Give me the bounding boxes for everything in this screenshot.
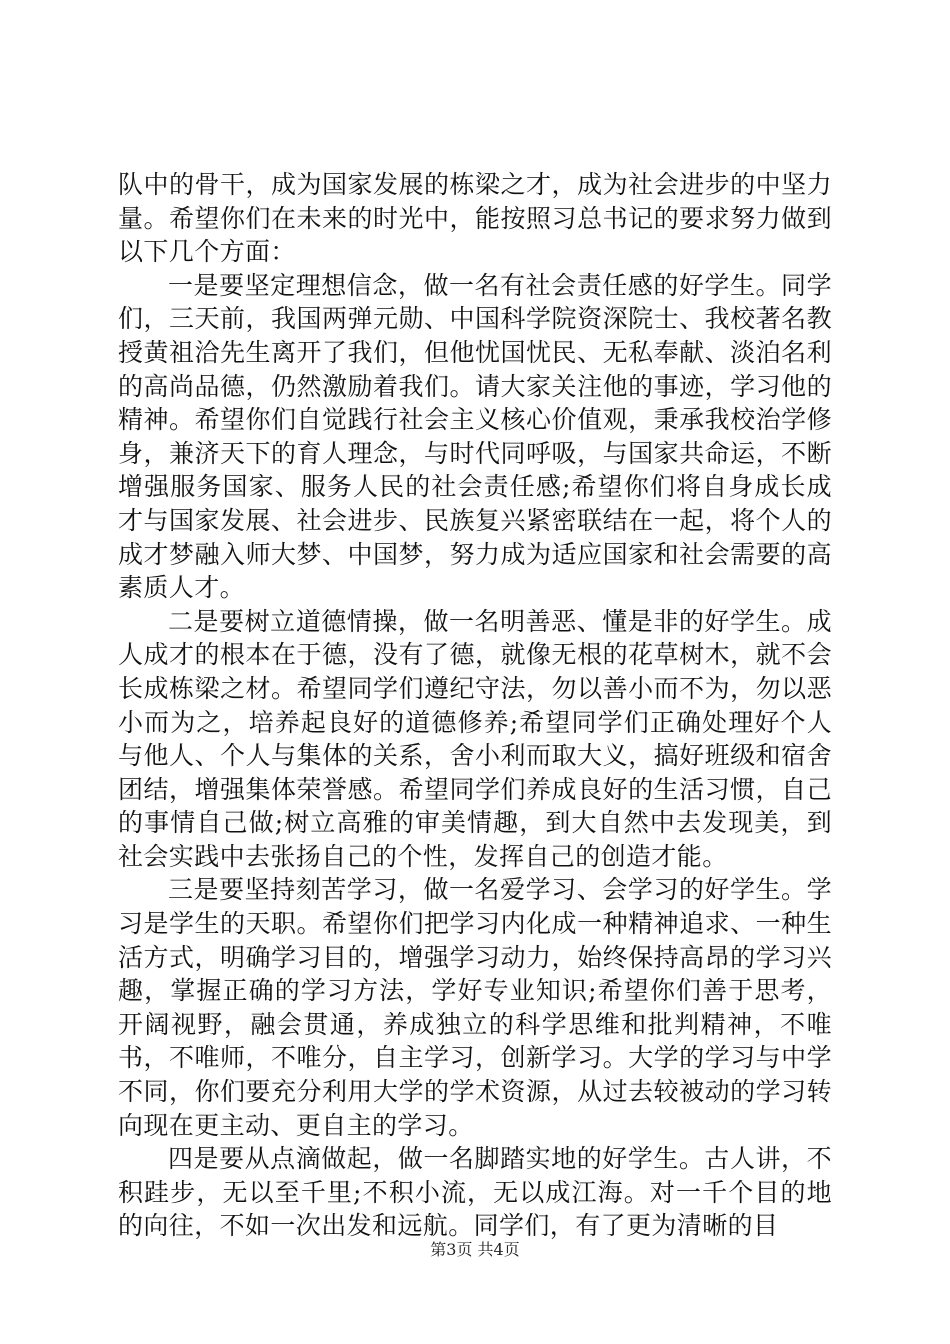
page-number-footer: 第3页 共4页 (430, 1240, 520, 1259)
paragraph-point-two: 二是要树立道德情操，做一名明善恶、懂是非的好学生。成人成才的根本在于德，没有了德，就像无根的花草树木，就不会长成栋梁之材。希望同学们遵纪守法，勿以善小而不为，勿以恶小而为之，培养起良好的道德修养;希望同学们正确处理好个人与他人、个人与集体的关系，舍小利而取大义，搞好班级和宿舍团结，增强集体荣誉感。希望同学们养成良好的生活习惯，自己的事情自己做;树立高雅的审美情趣，到大自然中去发现美，到社会实践中去张扬自己的个性，发挥自己的创造才能。 (118, 606, 832, 871)
document-body (118, 168, 832, 1243)
paragraph-point-four: 四是要从点滴做起，做一名脚踏实地的好学生。古人讲，不积跬步，无以至千里;不积小流，无以成江海。对一千个目的地的向往，不如一次出发和远航。同学们，有了更为清晰的目 (118, 1144, 832, 1241)
paragraph-point-one: 一是要坚定理想信念，做一名有社会责任感的好学生。同学们，三天前，我国两弹元勋、中国科学院资深院士、我校著名教授黄祖洽先生离开了我们，但他忧国忧民、无私奉献、淡泊名利的高尚品德，仍然激励着我们。请大家关注他的事迹，学习他的精神。希望你们自觉践行社会主义核心价值观，秉承我校治学修身，兼济天下的育人理念，与时代同呼吸，与国家共命运，不断增强服务国家、服务人民的社会责任感;希望你们将自身成长成才与国家发展、社会进步、民族复兴紧密联结在一起，将个人的成才梦融入师大梦、中国梦，努力成为适应国家和社会需要的高素质人才。 (118, 270, 832, 603)
paragraph-point-three: 三是要坚持刻苦学习，做一名爱学习、会学习的好学生。学习是学生的天职。希望你们把学习内化成一种精神追求、一种生活方式，明确学习目的，增强学习动力，始终保持高昂的学习兴趣，掌握正确的学习方法，学好专业知识;希望你们善于思考，开阔视野，融会贯通，养成独立的科学思维和批判精神，不唯书，不唯师，不唯分，自主学习，创新学习。大学的学习与中学不同，你们要充分利用大学的学术资源，从过去较被动的学习转向现在更主动、更自主的学习。 (118, 875, 832, 1140)
paragraph-continued: 队中的骨干，成为国家发展的栋梁之才，成为社会进步的中坚力量。希望你们在未来的时光中，能按照习总书记的要求努力做到以下几个方面： (118, 170, 832, 267)
